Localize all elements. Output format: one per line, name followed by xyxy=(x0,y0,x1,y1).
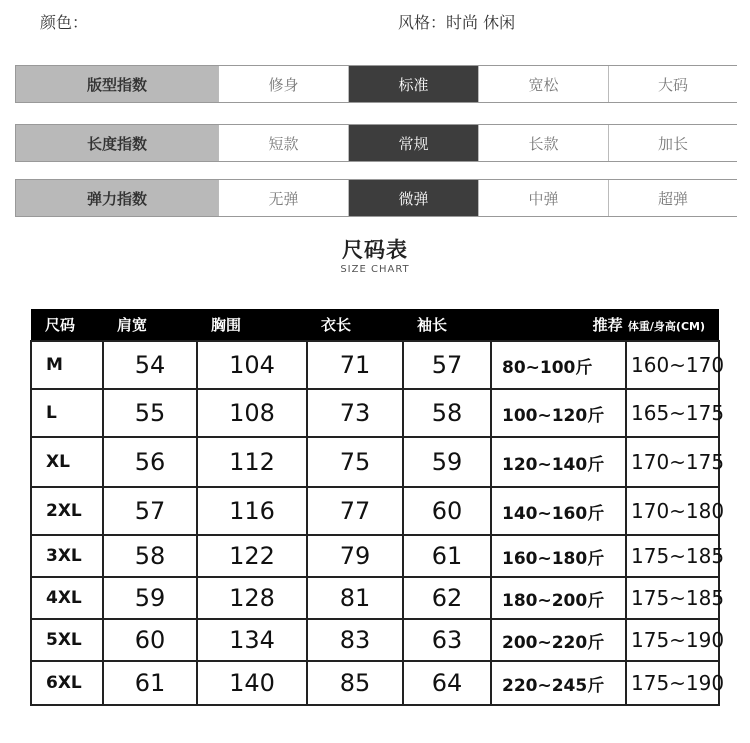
sleeve-cell: 63 xyxy=(403,619,491,661)
header-size: 尺码 xyxy=(31,309,103,341)
size-cell: 3XL xyxy=(31,535,103,577)
fit-option-slim: 修身 xyxy=(218,66,348,102)
weight-cell: 160~180斤 xyxy=(491,535,626,577)
shoulder-cell: 54 xyxy=(103,341,197,389)
length-cell: 77 xyxy=(307,487,403,535)
fit-index-title: 版型指数 xyxy=(16,66,218,102)
table-row xyxy=(31,437,719,487)
table-row xyxy=(31,535,719,577)
stretch-option-slight: 微弹 xyxy=(348,180,478,216)
shoulder-cell: 60 xyxy=(103,619,197,661)
table-row xyxy=(31,389,719,437)
size-chart-subtitle: SIZE CHART xyxy=(340,264,410,275)
header-recommend-sub: 体重/身高(CM) xyxy=(627,320,705,333)
chest-cell: 112 xyxy=(197,437,307,487)
stretch-option-super: 超弹 xyxy=(608,180,737,216)
height-cell: 170~175 xyxy=(626,437,719,487)
header-recommendation xyxy=(491,309,719,341)
size-cell: XL xyxy=(31,437,103,487)
chest-cell: 104 xyxy=(197,341,307,389)
length-index-title: 长度指数 xyxy=(16,125,218,161)
weight-cell: 200~220斤 xyxy=(491,619,626,661)
chest-cell: 140 xyxy=(197,661,307,705)
height-cell: 165~175 xyxy=(626,389,719,437)
shoulder-cell: 58 xyxy=(103,535,197,577)
stretch-index-row xyxy=(15,179,737,217)
shoulder-cell: 56 xyxy=(103,437,197,487)
sleeve-cell: 61 xyxy=(403,535,491,577)
fit-option-plus: 大码 xyxy=(608,66,737,102)
size-chart-title: 尺码表 xyxy=(342,238,408,262)
shoulder-cell: 59 xyxy=(103,577,197,619)
weight-cell: 140~160斤 xyxy=(491,487,626,535)
length-cell: 75 xyxy=(307,437,403,487)
shoulder-cell: 61 xyxy=(103,661,197,705)
fit-index-row xyxy=(15,65,737,103)
length-option-extra-long: 加长 xyxy=(608,125,737,161)
size-cell: 4XL xyxy=(31,577,103,619)
height-cell: 160~170 xyxy=(626,341,719,389)
chest-cell: 128 xyxy=(197,577,307,619)
length-option-regular: 常规 xyxy=(348,125,478,161)
height-cell: 175~185 xyxy=(626,577,719,619)
stretch-option-none: 无弹 xyxy=(218,180,348,216)
length-option-long: 长款 xyxy=(478,125,608,161)
size-cell: 6XL xyxy=(31,661,103,705)
length-index-row xyxy=(15,124,737,162)
sleeve-cell: 62 xyxy=(403,577,491,619)
size-table-header xyxy=(31,309,719,341)
chest-cell: 134 xyxy=(197,619,307,661)
sleeve-cell: 60 xyxy=(403,487,491,535)
height-cell: 175~185 xyxy=(626,535,719,577)
length-cell: 73 xyxy=(307,389,403,437)
header-chest: 胸围 xyxy=(197,309,307,341)
size-table xyxy=(30,309,725,706)
sleeve-cell: 57 xyxy=(403,341,491,389)
weight-cell: 180~200斤 xyxy=(491,577,626,619)
sleeve-cell: 58 xyxy=(403,389,491,437)
table-row xyxy=(31,341,719,389)
length-cell: 81 xyxy=(307,577,403,619)
fit-option-loose: 宽松 xyxy=(478,66,608,102)
height-cell: 175~190 xyxy=(626,619,719,661)
shoulder-cell: 57 xyxy=(103,487,197,535)
header-length: 衣长 xyxy=(307,309,403,341)
weight-cell: 220~245斤 xyxy=(491,661,626,705)
size-cell: 2XL xyxy=(31,487,103,535)
fit-option-standard: 标准 xyxy=(348,66,478,102)
style-label: 风格：时尚 休闲 xyxy=(398,13,516,32)
header-recommend-label: 推荐 xyxy=(592,316,623,334)
table-row xyxy=(31,619,719,661)
length-cell: 79 xyxy=(307,535,403,577)
table-row xyxy=(31,487,719,535)
header-sleeve: 袖长 xyxy=(403,309,491,341)
chest-cell: 122 xyxy=(197,535,307,577)
weight-cell: 80~100斤 xyxy=(491,341,626,389)
weight-cell: 120~140斤 xyxy=(491,437,626,487)
sleeve-cell: 59 xyxy=(403,437,491,487)
height-cell: 170~180 xyxy=(626,487,719,535)
table-row xyxy=(31,661,719,705)
length-cell: 85 xyxy=(307,661,403,705)
length-cell: 71 xyxy=(307,341,403,389)
sleeve-cell: 64 xyxy=(403,661,491,705)
header-shoulder: 肩宽 xyxy=(103,309,197,341)
stretch-option-medium: 中弹 xyxy=(478,180,608,216)
color-label: 颜色： xyxy=(40,13,89,32)
stretch-index-title: 弹力指数 xyxy=(16,180,218,216)
chest-cell: 108 xyxy=(197,389,307,437)
height-cell: 175~190 xyxy=(626,661,719,705)
shoulder-cell: 55 xyxy=(103,389,197,437)
weight-cell: 100~120斤 xyxy=(491,389,626,437)
length-cell: 83 xyxy=(307,619,403,661)
size-cell: L xyxy=(31,389,103,437)
chest-cell: 116 xyxy=(197,487,307,535)
size-cell: M xyxy=(31,341,103,389)
length-option-short: 短款 xyxy=(218,125,348,161)
table-row xyxy=(31,577,719,619)
size-cell: 5XL xyxy=(31,619,103,661)
